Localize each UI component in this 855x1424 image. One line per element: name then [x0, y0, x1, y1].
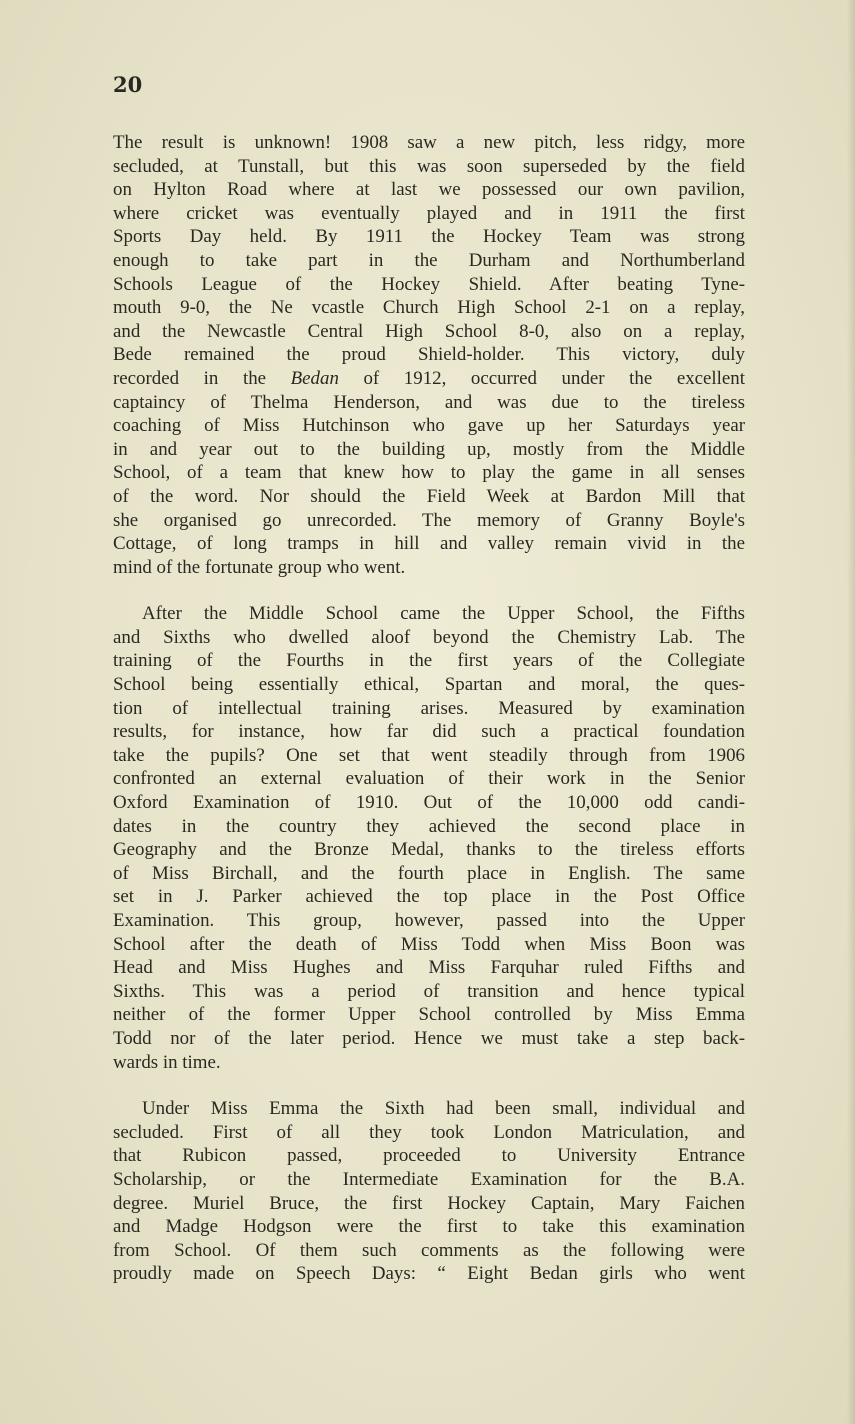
text-line: enough to take part in the Durham and Northumberland	[113, 249, 745, 271]
periodical-title: Bedan	[290, 367, 339, 389]
text-line: dates in the country they achieved the second place in	[113, 815, 745, 837]
text-line: Sports Day held. By 1911 the Hockey Team was strong	[113, 226, 745, 248]
text-line: of the word. Nor should the Field Week at Bardon Mill that	[113, 485, 745, 507]
text-line: mind of the fortunate group who went.	[113, 556, 406, 578]
paragraph-1	[113, 131, 745, 579]
text-line: proudly made on Speech Days: “ Eight Bedan girls who went	[113, 1263, 745, 1285]
text-line: from School. Of them such comments as the following were	[113, 1239, 745, 1261]
text-line: take the pupils? One set that went steadily through from 1906	[113, 744, 745, 766]
text-line: that Rubicon passed, proceeded to University Entrance	[113, 1145, 745, 1167]
text-line: training of the Fourths in the first years of the Collegiate	[113, 650, 745, 672]
text-line: coaching of Miss Hutchinson who gave up her Saturdays year	[113, 415, 745, 437]
text-line: in and year out to the building up, mostly from the Middle	[113, 438, 745, 460]
text-line: Cottage, of long tramps in hill and valley remain vivid in the	[113, 533, 745, 555]
text-line: mouth 9-0, the Ne vcastle Church High School 2-1 on a replay,	[113, 297, 745, 319]
text-line: School being essentially ethical, Spartan and moral, the ques-	[113, 674, 745, 696]
text-line: Schools League of the Hockey Shield. After beating Tyne-	[113, 273, 745, 295]
text-line: secluded. First of all they took London Matriculation, and	[113, 1121, 745, 1143]
text-line: Geography and the Bronze Medal, thanks to the tireless efforts	[113, 839, 745, 861]
text-line: and Sixths who dwelled aloof beyond the Chemistry Lab. The	[113, 626, 745, 648]
text-line: Head and Miss Hughes and Miss Farquhar ruled Fifths and	[113, 957, 745, 979]
text-line: results, for instance, how far did such a practical foundation	[113, 721, 745, 743]
text-line: neither of the former Upper School controlled by Miss Emma	[113, 1004, 745, 1026]
text-line: degree. Muriel Bruce, the first Hockey Captain, Mary Faichen	[113, 1192, 745, 1214]
body-text	[113, 131, 745, 1286]
text-line: Oxford Examination of 1910. Out of the 10,000 odd candi-	[113, 792, 745, 814]
text-line: where cricket was eventually played and in 1911 the first	[113, 202, 745, 224]
text-line: secluded, at Tunstall, but this was soon superseded by the field	[113, 155, 745, 177]
text-line: and the Newcastle Central High School 8-0, also on a replay,	[113, 320, 745, 342]
text-line: wards in time.	[113, 1051, 221, 1073]
text-line: of Miss Birchall, and the fourth place in English. The same	[113, 862, 745, 884]
paragraph-3	[113, 1097, 745, 1286]
text-line: Sixths. This was a period of transition and hence typical	[113, 980, 745, 1002]
text-line: tion of intellectual training arises. Measured by examination	[113, 697, 745, 719]
text-line: and Madge Hodgson were the first to take this examination	[113, 1216, 745, 1238]
text-line: Bede remained the proud Shield-holder. This victory, duly	[113, 344, 745, 366]
text-line: Todd nor of the later period. Hence we must take a step back-	[113, 1027, 745, 1049]
text-line: Under Miss Emma the Sixth had been small, individual and	[142, 1098, 745, 1120]
text-line: confronted an external evaluation of their work in the Senior	[113, 768, 745, 790]
paragraph-2	[113, 602, 745, 1074]
text-line: Scholarship, or the Intermediate Examination for the B.A.	[113, 1168, 745, 1190]
page-number: 20	[113, 72, 143, 97]
text-line: After the Middle School came the Upper School, the Fifths	[142, 603, 745, 625]
text-line: set in J. Parker achieved the top place in the Post Office	[113, 886, 745, 908]
text-line: School, of a team that knew how to play the game in all senses	[113, 462, 745, 484]
text-line: recorded in the Bedan of 1912, occurred under the excellent	[113, 367, 745, 389]
text-line: Examination. This group, however, passed into the Upper	[113, 910, 745, 931]
text-line: School after the death of Miss Todd when Miss Boon was	[113, 933, 745, 955]
text-line: captaincy of Thelma Henderson, and was due to the tireless	[113, 391, 745, 413]
page-edge-shadow	[847, 0, 855, 1424]
text-line: The result is unknown! 1908 saw a new pitch, less ridgy, more	[113, 132, 745, 153]
text-line: on Hylton Road where at last we possessed our own pavilion,	[113, 179, 745, 201]
text-line: she organised go unrecorded. The memory of Granny Boyle's	[113, 509, 745, 531]
